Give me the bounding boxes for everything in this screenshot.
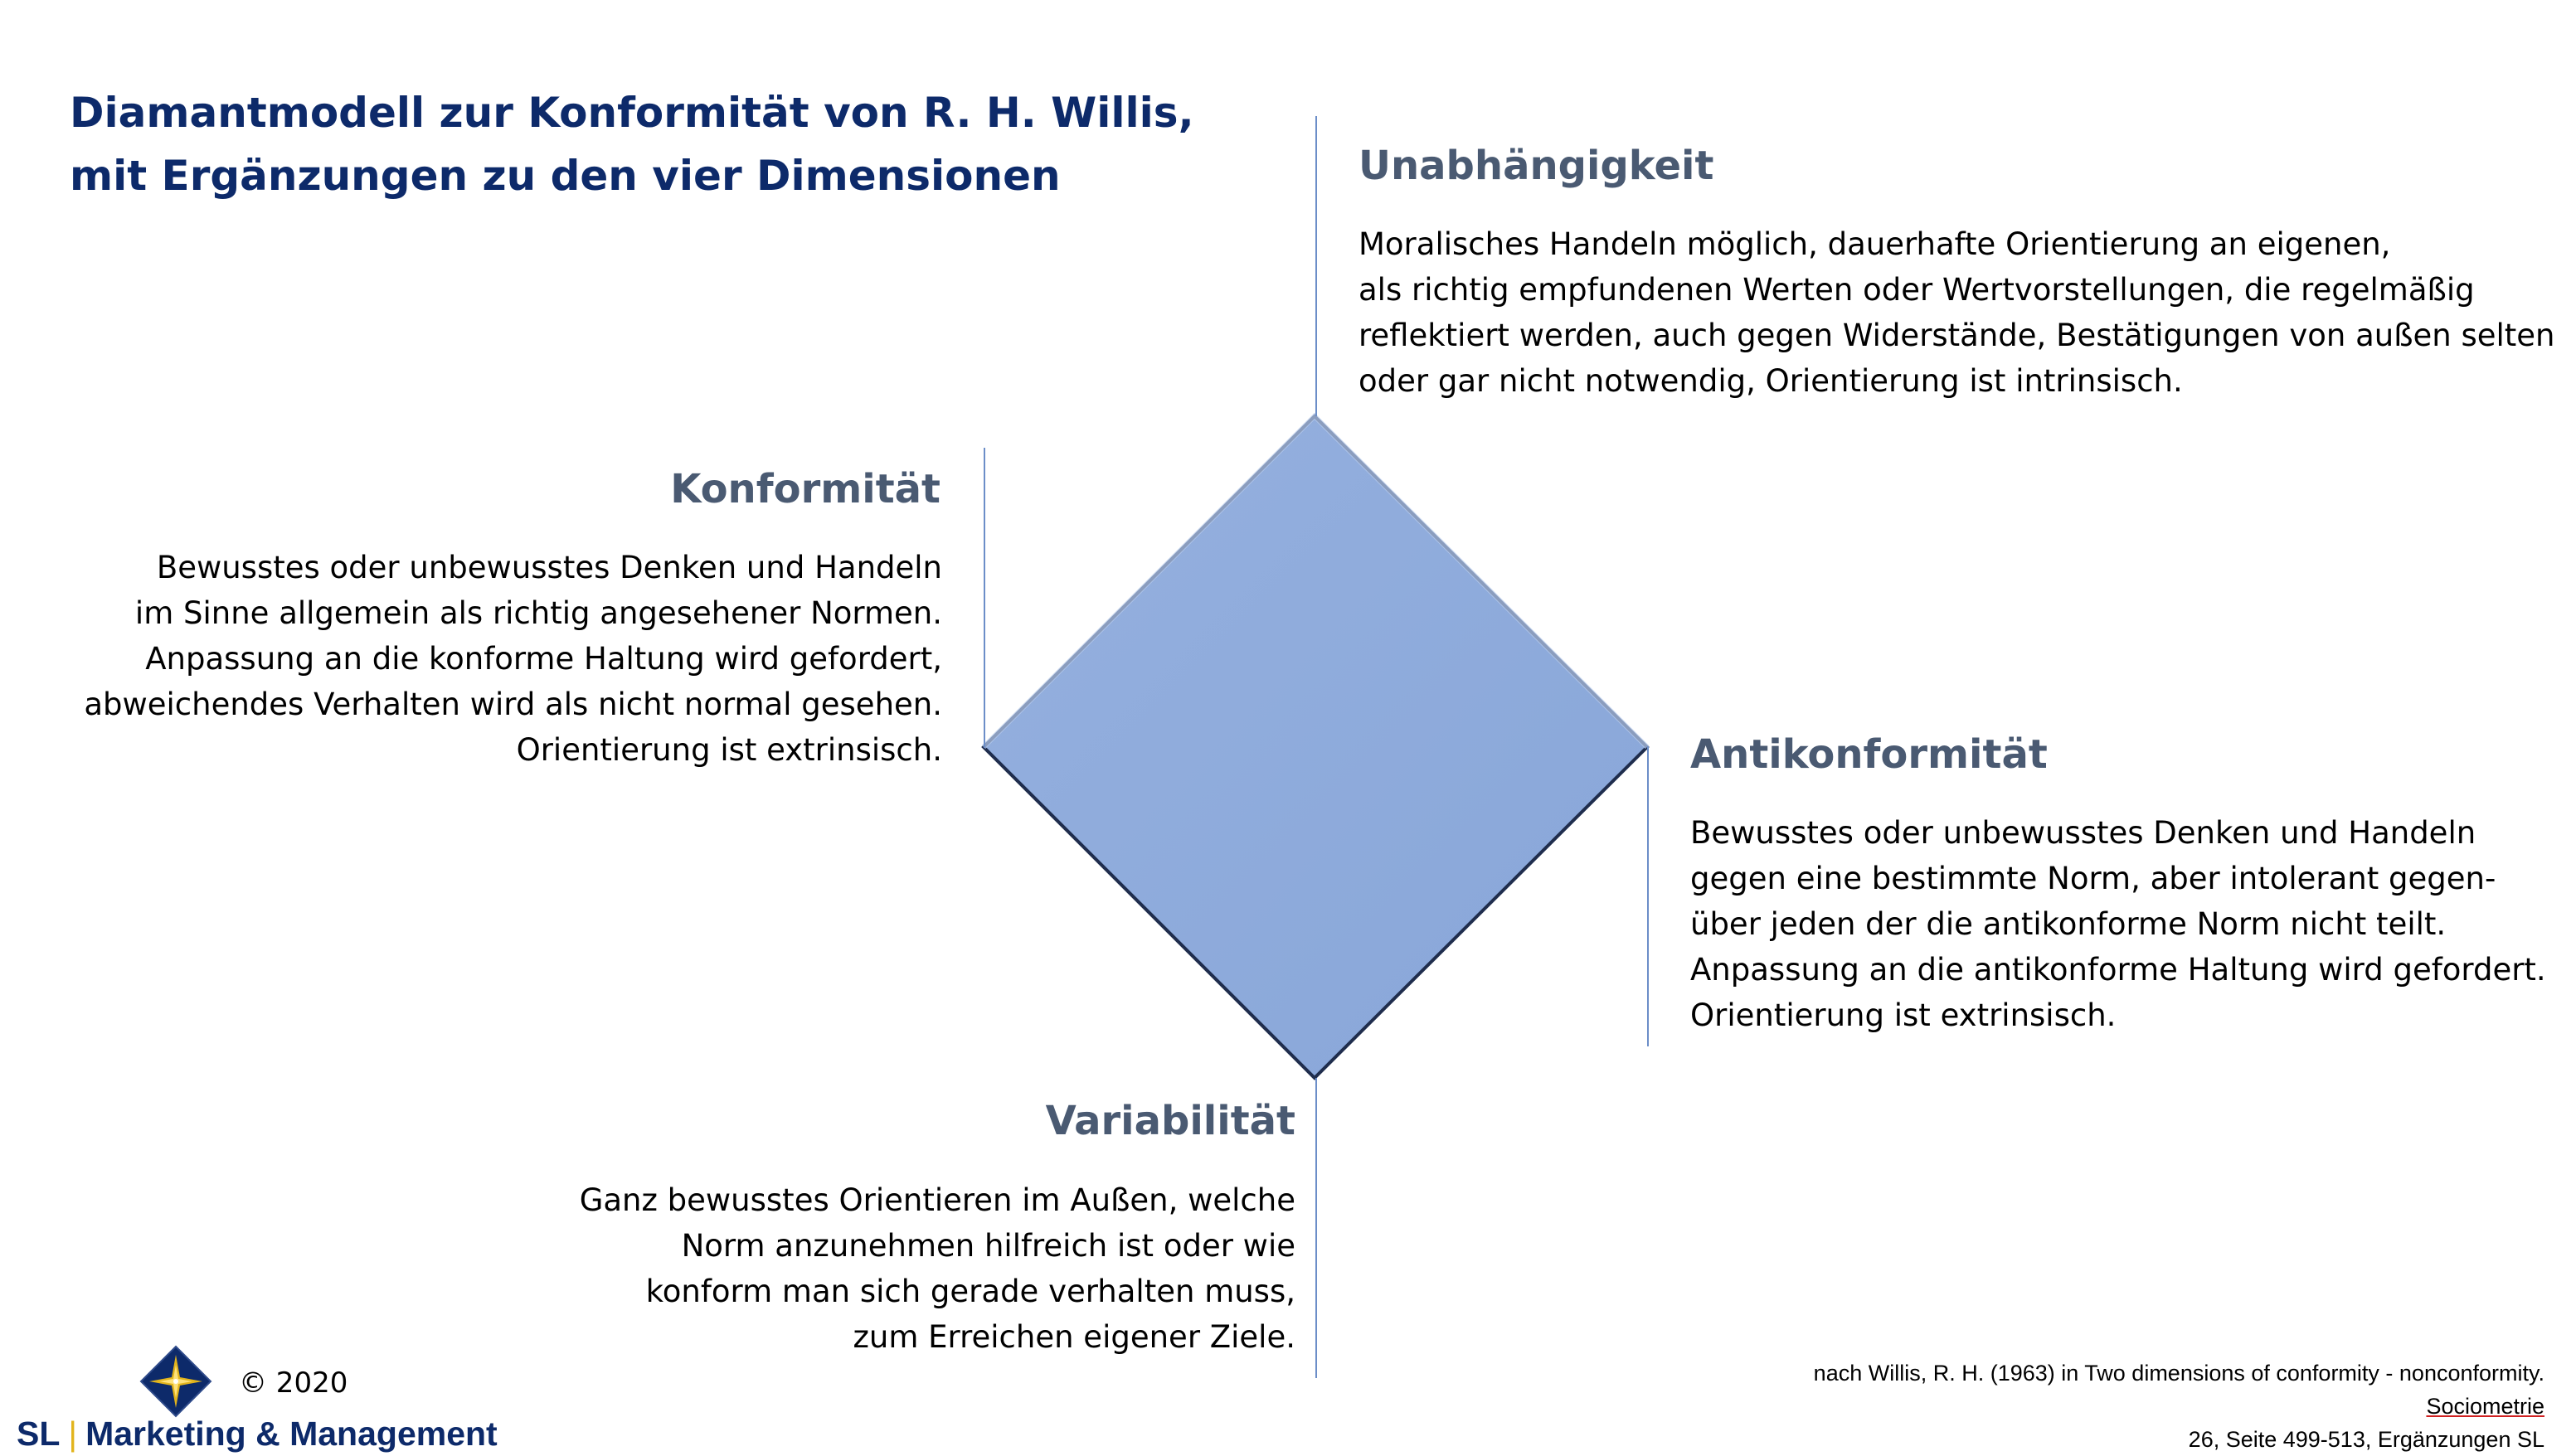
text-line: abweichendes Verhalten wird als nicht normal gesehen. (84, 687, 942, 722)
text-line: Orientierung ist extrinsisch. (1690, 997, 2117, 1033)
text-konformitaet (84, 545, 942, 773)
title-line-1: Diamantmodell zur Konformität von R. H. Willis, (70, 89, 1194, 137)
text-line: reflektiert werden, auch gegen Widerstände, Bestätigungen von außen selten (1358, 318, 2555, 353)
citation-line-2 (1814, 1390, 2544, 1456)
logo-wordmark (17, 1415, 498, 1454)
copyright: © 2020 (239, 1366, 348, 1400)
page-title (70, 81, 1231, 207)
text-variabilitaet (580, 1177, 1295, 1360)
text-line: oder gar nicht notwendig, Orientierung ist intrinsisch. (1358, 363, 2183, 399)
compass-star-diamond-icon (139, 1345, 212, 1418)
title-line-2: mit Ergänzungen zu den vier Dimensionen (70, 152, 1061, 200)
logo-separator: | (68, 1415, 78, 1453)
text-line: konform man sich gerade verhalten muss, (645, 1274, 1295, 1309)
source-citation (1814, 1357, 2544, 1456)
text-line: als richtig empfundenen Werten oder Wertvorstellungen, die regelmäßig (1358, 272, 2475, 308)
text-line: Norm anzunehmen hilfreich ist oder wie (681, 1228, 1295, 1264)
heading-antikonformitaet: Antikonformität (1690, 731, 2048, 778)
logo-part-sl: SL (17, 1415, 61, 1453)
text-line: Moralisches Handeln möglich, dauerhafte Orientierung an eigenen, (1358, 226, 2391, 262)
text-line: Ganz bewusstes Orientieren im Außen, welche (579, 1182, 1295, 1218)
text-line: Orientierung ist extrinsisch. (516, 732, 942, 768)
bottom-connector-line (1315, 1078, 1317, 1378)
text-unabhaengigkeit (1358, 221, 2555, 404)
text-line: Anpassung an die konforme Haltung wird gefordert, (145, 641, 942, 677)
top-connector-line (1315, 116, 1317, 416)
diamond-shape (970, 405, 1659, 1090)
text-line: gegen eine bestimmte Norm, aber intolerant gegen- (1690, 861, 2496, 896)
text-line: über jeden der die antikonforme Norm nicht teilt. (1690, 906, 2447, 942)
logo-part-name: Marketing & Management (85, 1415, 498, 1453)
text-line: im Sinne allgemein als richtig angesehener Normen. (134, 595, 942, 631)
text-line: Bewusstes oder unbewusstes Denken und Handeln (156, 550, 942, 585)
text-antikonformitaet (1690, 810, 2546, 1038)
text-line: Bewusstes oder unbewusstes Denken und Handeln (1690, 815, 2476, 851)
text-line: Anpassung an die antikonforme Haltung wird gefordert. (1690, 952, 2546, 988)
citation-journal: Sociometrie (2426, 1394, 2544, 1419)
citation-line-1: nach Willis, R. H. (1963) in Two dimensions of conformity - nonconformity. (1813, 1361, 2544, 1386)
text-line: zum Erreichen eigener Ziele. (853, 1319, 1295, 1355)
heading-variabilitaet: Variabilität (1045, 1098, 1295, 1144)
right-connector-line (1647, 746, 1649, 1046)
left-connector-line (984, 448, 985, 748)
heading-konformitaet: Konformität (670, 466, 940, 512)
heading-unabhaengigkeit: Unabhängigkeit (1358, 143, 1714, 189)
citation-details: 26, Seite 499-513, Ergänzungen SL (2188, 1427, 2544, 1452)
